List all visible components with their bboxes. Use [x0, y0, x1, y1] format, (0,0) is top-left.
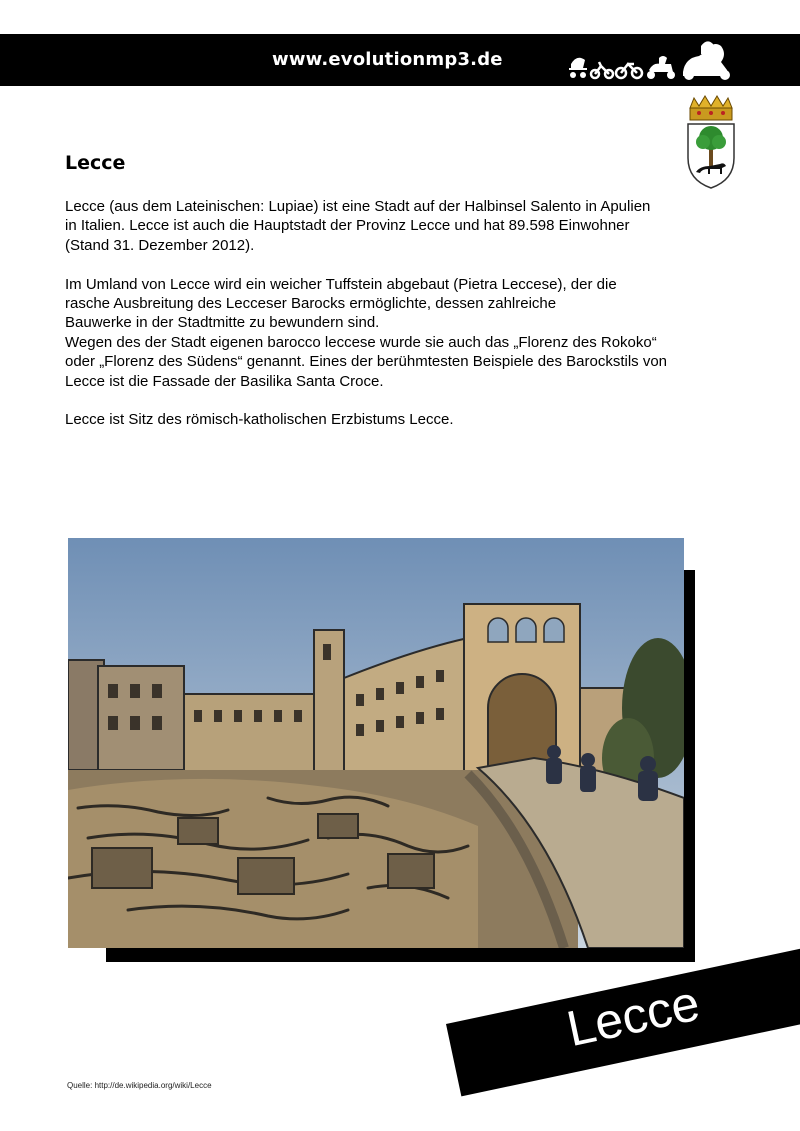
source-citation: Quelle: http://de.wikipedia.org/wiki/Lecce: [67, 1081, 212, 1090]
site-url[interactable]: www.evolutionmp3.de: [272, 49, 503, 70]
paragraph-archdiocese: [65, 410, 735, 429]
text-line: Lecce ist Sitz des römisch-katholischen Erzbistums Lecce.: [65, 411, 454, 429]
text-line: Bauwerke in der Stadtmitte zu bewundern sind.: [65, 314, 380, 332]
banner-text: Lecce: [562, 974, 705, 1058]
title-banner: [446, 945, 800, 1096]
text-line: rasche Ausbreitung des Lecceser Barocks ermöglichte, dessen zahlreiche: [65, 295, 557, 313]
paragraph-baroque: [65, 275, 735, 391]
text-line: Im Umland von Lecce wird ein weicher Tuffstein abgebaut (Pietra Leccese), der die: [65, 275, 617, 293]
lecce-coat-of-arms-icon: [684, 94, 738, 190]
roman-amphitheatre-photo: [68, 538, 684, 948]
text-line: Lecce ist die Fassade der Basilika Santa Croce.: [65, 372, 384, 390]
text-line: (Stand 31. Dezember 2012).: [65, 236, 255, 254]
text-line: Wegen des der Stadt eigenen barocco leccese wurde sie auch das „Florenz des Rokoko“: [65, 333, 657, 351]
text-line: oder „Florenz des Südens“ genannt. Eines der berühmtesten Beispiele des Barockstils von: [65, 353, 667, 371]
text-line: Lecce (aus dem Lateinischen: Lupiae) ist eine Stadt auf der Halbinsel Salento in Apulien: [65, 198, 651, 215]
body-text: [65, 197, 735, 449]
text-line: in Italien. Lecce ist auch die Hauptstadt der Provinz Lecce und hat 89.598 Einwohner: [65, 217, 630, 235]
vehicles-silhouette-icon: [565, 38, 735, 84]
header-bar: [0, 34, 800, 86]
paragraph-intro: [65, 197, 735, 255]
page-title: Lecce: [65, 152, 126, 174]
